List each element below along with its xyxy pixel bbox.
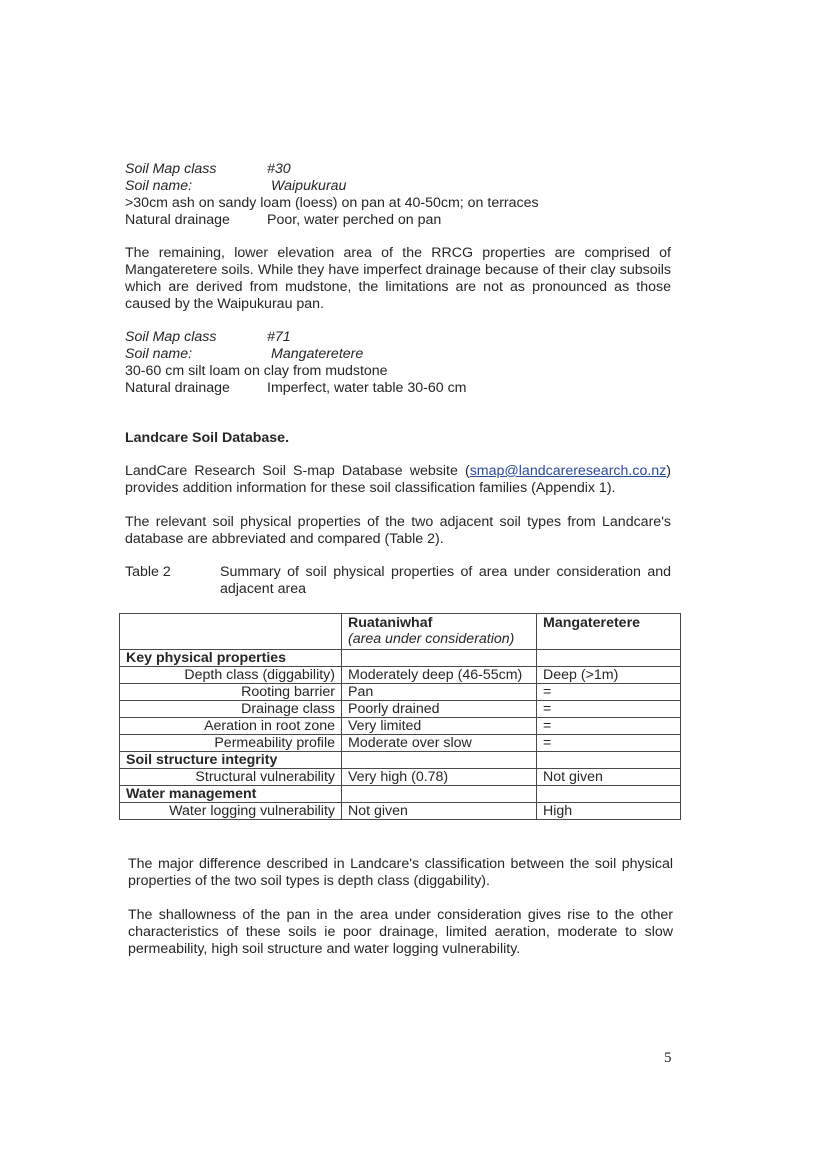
mangateretere-cell: = — [537, 735, 681, 752]
ruataniwha-cell: Moderate over slow — [342, 735, 537, 752]
table-row — [120, 667, 681, 684]
section-row-structure — [120, 752, 681, 769]
paragraph-relevant: The relevant soil physical properties of the two adjacent soil types from Landcare's database are abbreviated and compared (Table 2). — [125, 514, 671, 547]
soil30-description: >30cm ash on sandy loam (loess) on pan at 40-50cm; on terraces — [125, 195, 539, 211]
section-soil-structure: Soil structure integrity — [120, 752, 342, 769]
paragraph-database — [125, 463, 671, 497]
table-row — [120, 684, 681, 701]
table-header-row — [120, 614, 681, 650]
header-mangateretere-title: Mangateretere — [543, 615, 640, 631]
ruataniwha-cell: Poorly drained — [342, 701, 537, 718]
soil71-description: 30-60 cm silt loam on clay from mudstone — [125, 363, 388, 379]
ruataniwha-cell: Pan — [342, 684, 537, 701]
header-ruataniwha-title: Ruataniwhaf — [348, 615, 433, 631]
table-row — [120, 735, 681, 752]
page-number: 5 — [664, 1050, 672, 1066]
soil71-class-label: Soil Map class — [125, 329, 217, 345]
mangateretere-cell: = — [537, 718, 681, 735]
header-ruataniwha — [342, 614, 537, 650]
database-email-link[interactable]: smap@landcareresearch.co.nz — [469, 463, 667, 479]
property-cell: Rooting barrier — [120, 684, 342, 701]
property-cell: Permeability profile — [120, 735, 342, 752]
header-mangateretere — [537, 614, 681, 650]
table-caption-number: Table 2 — [125, 564, 171, 580]
paragraph-remaining: The remaining, lower elevation area of the RRCG properties are comprised of Mangateretere soils. While they have imperfect drainage because of their clay subsoils which are derived from mudstone, the limitations are not as pronounced as those caused by the Waipukurau pan. — [125, 245, 671, 312]
table-row — [120, 769, 681, 786]
ruataniwha-cell: Moderately deep (46-55cm) — [342, 667, 537, 684]
soil30-name-value: Waipukurau — [271, 178, 347, 194]
soil30-class-value: #30 — [267, 161, 291, 177]
table-caption-text: Summary of soil physical properties of area under consideration and adjacent area — [220, 564, 671, 597]
property-cell: Drainage class — [120, 701, 342, 718]
header-ruataniwha-subtitle: (area under consideration) — [348, 631, 515, 647]
property-cell: Water logging vulnerability — [120, 803, 342, 820]
section-heading: Landcare Soil Database. — [125, 430, 290, 446]
ruataniwha-cell: Not given — [342, 803, 537, 820]
soil30-class-label: Soil Map class — [125, 161, 217, 177]
soil30-name-label: Soil name: — [125, 178, 193, 194]
mangateretere-cell: Deep (>1m) — [537, 667, 681, 684]
section-row-water — [120, 786, 681, 803]
soil71-name-value: Mangateretere — [271, 346, 364, 362]
paragraph-major: The major difference described in Landcare's classification between the soil physical properties of the two soil types is depth class (diggability). — [128, 856, 673, 889]
property-cell: Aeration in root zone — [120, 718, 342, 735]
mangateretere-cell: = — [537, 701, 681, 718]
soil-properties-table — [119, 613, 681, 820]
database-text-before: LandCare Research Soil S-map Database website ( — [125, 463, 470, 479]
mangateretere-cell: Not given — [537, 769, 681, 786]
soil30-drainage-value: Poor, water perched on pan — [267, 212, 442, 228]
table-row — [120, 803, 681, 820]
mangateretere-cell: = — [537, 684, 681, 701]
section-water-management: Water management — [120, 786, 342, 803]
property-cell: Depth class (diggability) — [120, 667, 342, 684]
soil71-drainage-value: Imperfect, water table 30-60 cm — [267, 380, 467, 396]
section-row-key — [120, 650, 681, 667]
property-cell: Structural vulnerability — [120, 769, 342, 786]
database-text-after: ) provides addition information for these soil classification families (Appendix 1). — [125, 463, 671, 496]
header-blank-cell — [120, 614, 342, 650]
ruataniwha-cell: Very limited — [342, 718, 537, 735]
paragraph-shallowness: The shallowness of the pan in the area under consideration gives rise to the other characteristics of these soils ie poor drainage, limited aeration, moderate to slow permeability, high soil structure and water logging vulnerability. — [128, 907, 673, 957]
table-row — [120, 718, 681, 735]
soil71-name-label: Soil name: — [125, 346, 193, 362]
mangateretere-cell: High — [537, 803, 681, 820]
soil30-drainage-label: Natural drainage — [125, 212, 230, 228]
section-key-physical: Key physical properties — [120, 650, 342, 667]
ruataniwha-cell: Very high (0.78) — [342, 769, 537, 786]
soil71-class-value: #71 — [267, 329, 291, 345]
table-row — [120, 701, 681, 718]
soil71-drainage-label: Natural drainage — [125, 380, 230, 396]
